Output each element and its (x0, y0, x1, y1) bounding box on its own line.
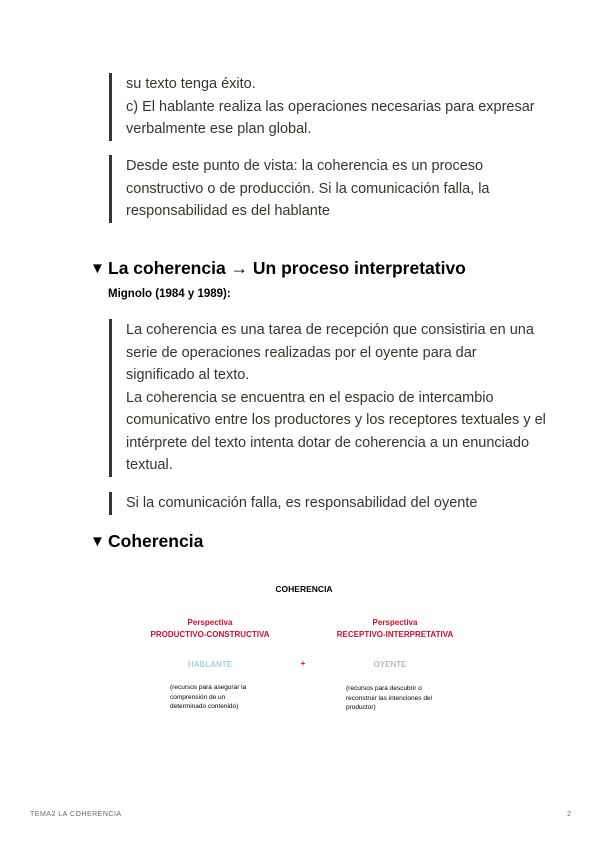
right-perspective-word: Perspectiva (372, 618, 418, 627)
left-perspective-type: PRODUCTIVO-CONSTRUCTIVA (150, 630, 270, 639)
diagram-title: COHERENCIA (275, 584, 333, 594)
quote-block-mignolo (109, 319, 546, 477)
footer-document-title: TEMA2 LA COHERENCIA (30, 811, 122, 818)
toggle-triangle-icon[interactable]: ▼ (90, 260, 105, 277)
quote-block-listener (109, 492, 546, 515)
left-perspective-label (130, 617, 290, 641)
hablante-label: HABLANTE (188, 660, 232, 669)
section-heading-interpretive[interactable] (90, 258, 466, 279)
quote-paragraph: La coherencia es una tarea de recepción que consistiria en una serie de operaciones realizadas por el oyente para dar significado al texto. (126, 322, 534, 383)
quote-paragraph: La coherencia se encuentra en el espacio de intercambio comunicativo entre los productores y los receptores textuales y el intérprete del texto intenta dotar de coherencia a un enunciado textual. (126, 389, 546, 473)
author-reference: Mignolo (1984 y 1989): (108, 288, 231, 300)
quote-text: Si la comunicación falla, es responsabilidad del oyente (126, 495, 478, 511)
right-perspective-type: RECEPTIVO-INTERPRETATIVA (336, 630, 454, 639)
quote-block-plan (109, 73, 546, 141)
oyente-label: OYENTE (373, 660, 407, 669)
quote-line: c) El hablante realiza las operaciones necesarias para expresar verbalmente ese plan global. (126, 98, 535, 137)
quote-block-producer-view (109, 155, 546, 223)
plus-sign: + (300, 659, 306, 668)
quote-text: Desde este punto de vista: la coherencia es un proceso constructivo o de producción. Si la comunicación falla, la responsabilidad es del hablante (126, 158, 490, 219)
footer-page-number: 2 (567, 811, 571, 818)
left-perspective-word: Perspectiva (187, 618, 233, 627)
section-title: Coherencia (108, 531, 204, 551)
right-perspective-label (315, 617, 475, 641)
quote-line: su texto tenga éxito. (126, 76, 256, 92)
oyente-note: (recursos para descubrir o reconstruir las intenciones del productor) (346, 685, 432, 711)
section-heading-coherencia[interactable] (90, 531, 203, 552)
toggle-triangle-icon[interactable]: ▼ (90, 533, 105, 550)
hablante-note: (recursos para asegurar la comprensión de un determinado contenido) (170, 684, 247, 710)
section-title: La coherencia → Un proceso interpretativo (108, 258, 466, 278)
